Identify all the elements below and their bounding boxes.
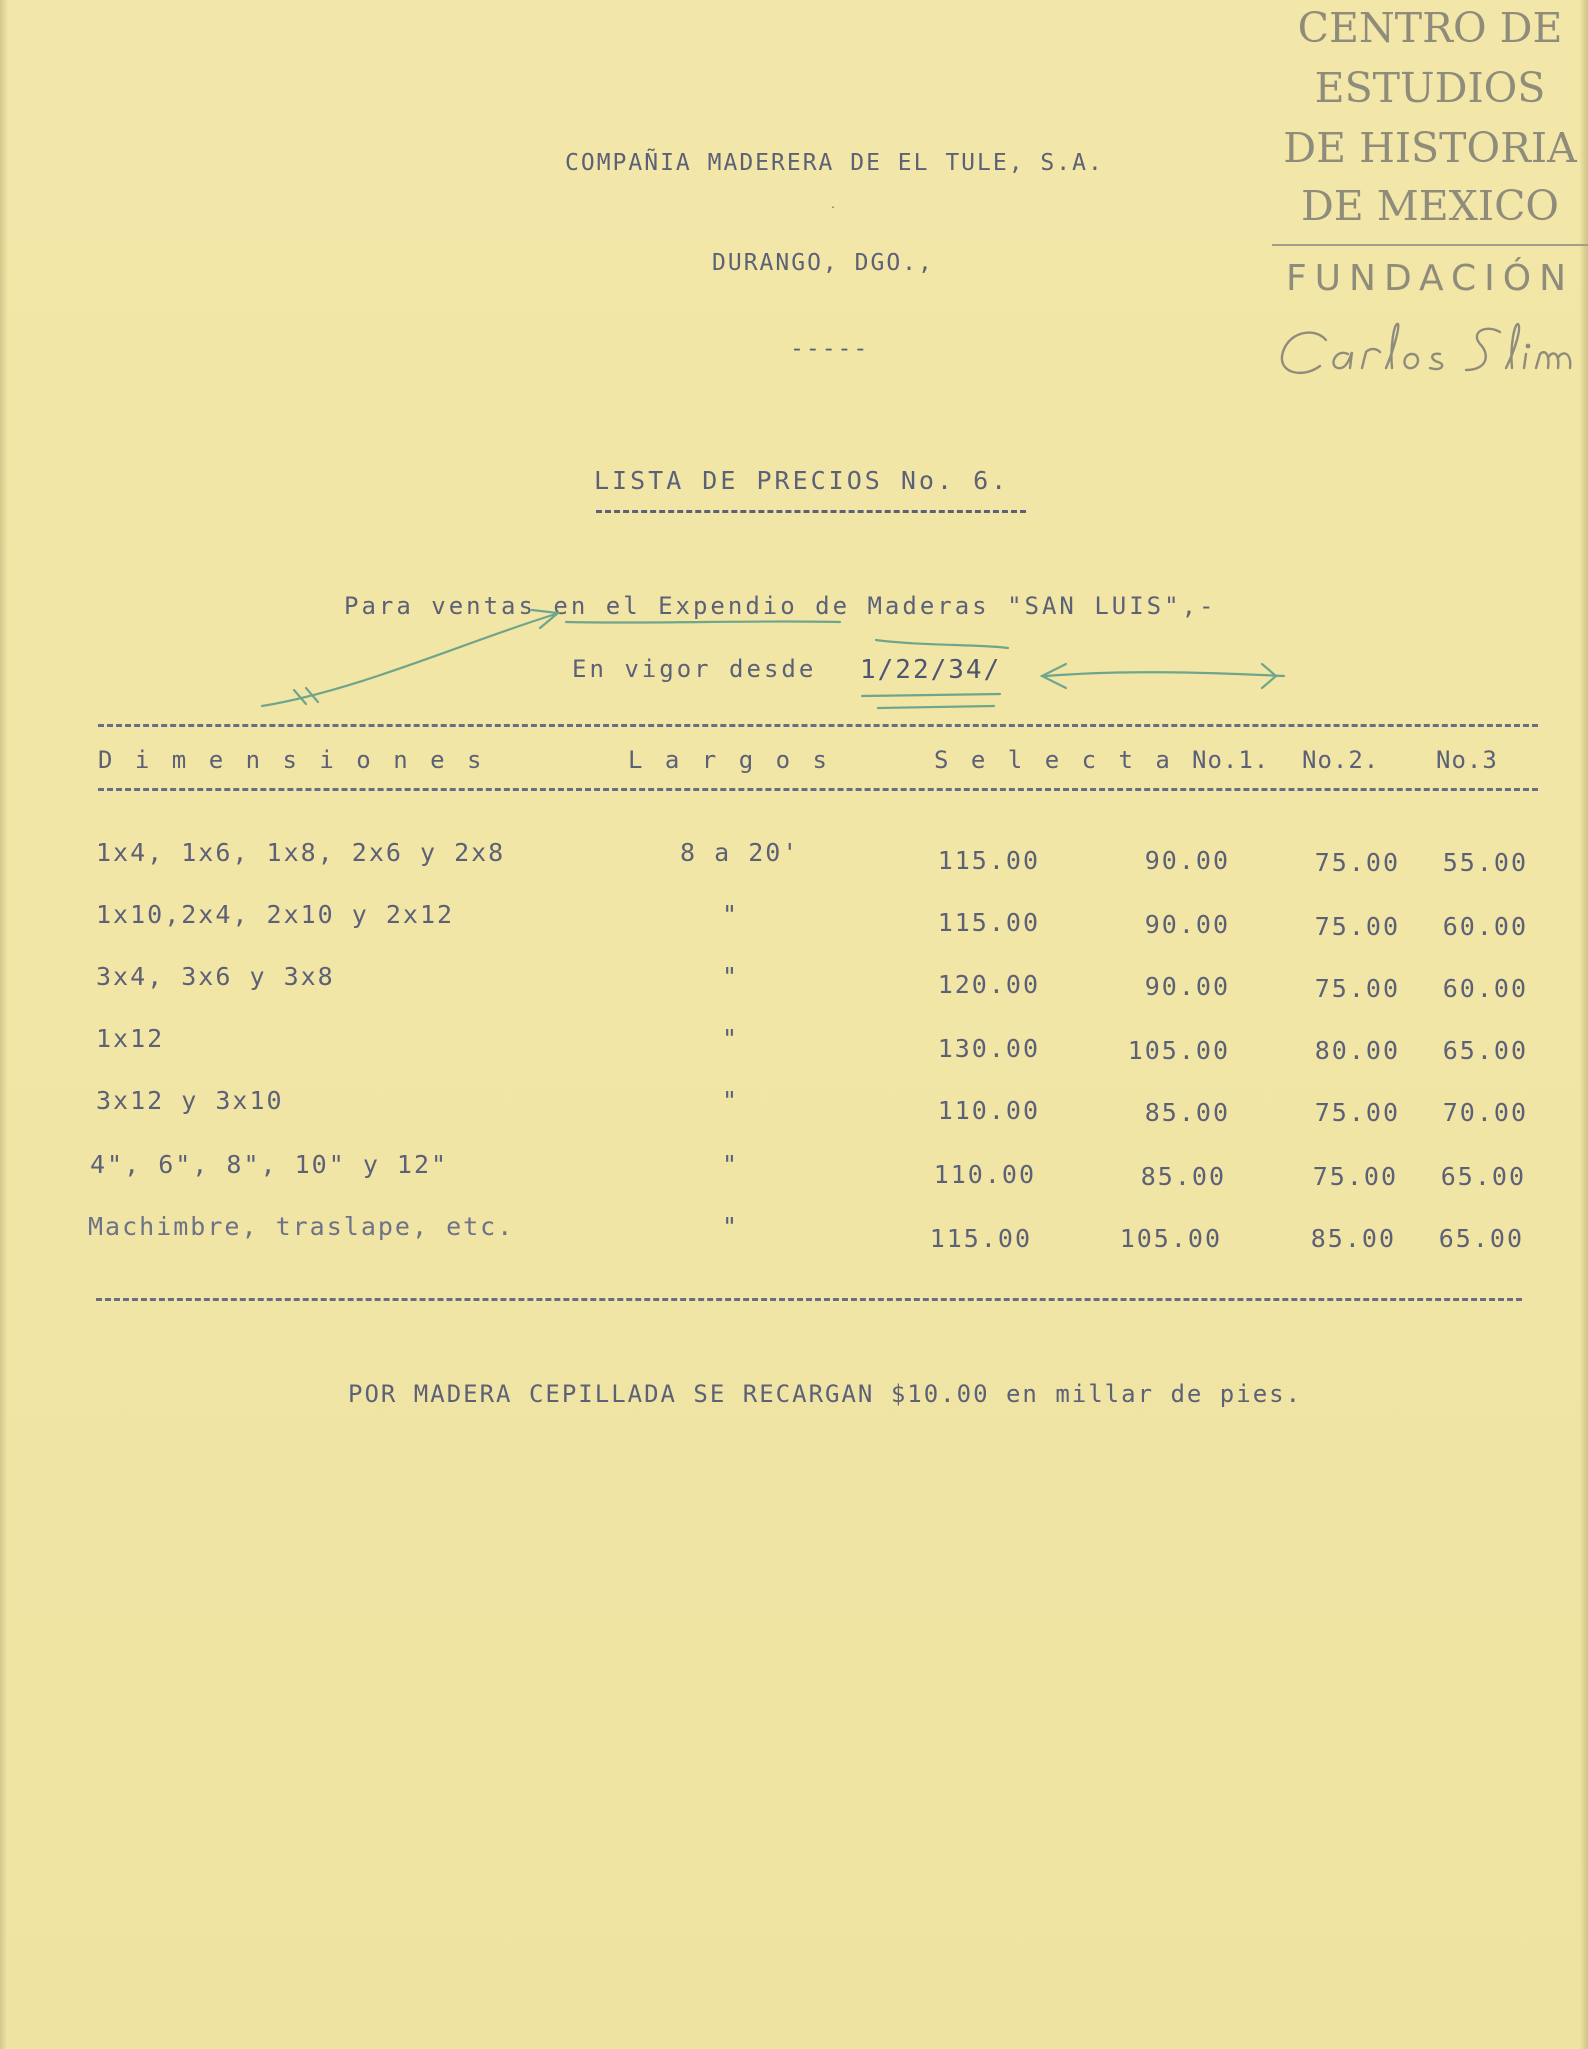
- stamp-line-2: ESTUDIOS: [1314, 64, 1546, 112]
- header-largos: L a r g o s: [628, 746, 831, 774]
- cell-dimension: Machimbre, traslape, etc.: [88, 1212, 515, 1241]
- cell-no2: 85.00: [1310, 1224, 1396, 1253]
- subtitle-line-2-prefix: En vigor desde: [572, 655, 834, 683]
- cell-largo: ": [722, 1086, 740, 1115]
- cell-no2: 75.00: [1314, 974, 1400, 1003]
- company-name: COMPAÑIA MADERERA DE EL TULE, S.A.: [565, 150, 1104, 176]
- cell-selecta: 130.00: [937, 1034, 1040, 1063]
- cell-no1: 105.00: [1127, 1036, 1230, 1065]
- stamp-line-3: DE HISTORIA: [1283, 124, 1577, 172]
- effective-date: 1/22/34/: [860, 655, 1002, 685]
- city-line: DURANGO, DGO.,: [712, 250, 934, 276]
- table-bottom-rule: [96, 1298, 1522, 1301]
- cell-dimension: 1x4, 1x6, 1x8, 2x6 y 2x8: [96, 838, 506, 867]
- cell-largo: ": [722, 1212, 740, 1241]
- cell-no1: 85.00: [1144, 1098, 1230, 1127]
- cell-no3: 60.00: [1442, 912, 1528, 941]
- cell-dimension: 3x4, 3x6 y 3x8: [96, 962, 335, 991]
- subtitle-line-1: Para ventas en el Expendio de Maderas "SAN LUIS",-: [344, 592, 1217, 620]
- cell-dimension: 1x12: [96, 1024, 165, 1053]
- cell-largo: ": [722, 1024, 740, 1053]
- cell-no3: 65.00: [1438, 1224, 1524, 1253]
- cell-largo: 8 a 20': [680, 838, 800, 867]
- cell-selecta: 110.00: [937, 1096, 1040, 1125]
- cell-selecta: 120.00: [937, 970, 1040, 999]
- header-dimensiones: D i m e n s i o n e s: [98, 746, 486, 774]
- cell-no3: 65.00: [1442, 1036, 1528, 1065]
- header-dot: .: [830, 200, 839, 211]
- header-selecta: S e l e c t a: [934, 746, 1174, 774]
- cell-no2: 75.00: [1312, 1162, 1398, 1191]
- cell-no3: 65.00: [1440, 1162, 1526, 1191]
- cell-no1: 90.00: [1144, 846, 1230, 875]
- archive-stamp: [1272, 0, 1588, 390]
- cell-selecta: 110.00: [933, 1160, 1036, 1189]
- cell-no2: 75.00: [1314, 848, 1400, 877]
- stamp-foundation: FUNDACIÓN: [1285, 258, 1575, 299]
- table-header-rule: [98, 788, 1538, 791]
- cell-no2: 80.00: [1314, 1036, 1400, 1065]
- cell-no1: 105.00: [1119, 1224, 1222, 1253]
- cell-no3: 70.00: [1442, 1098, 1528, 1127]
- paper-left-edge: [0, 0, 8, 2049]
- cell-largo: ": [722, 900, 740, 929]
- stamp-line-4: DE MEXICO: [1300, 182, 1560, 230]
- cell-largo: ": [722, 1150, 740, 1179]
- footer-note: POR MADERA CEPILLADA SE RECARGAN $10.00 en millar de pies.: [348, 1380, 1303, 1408]
- page-title: LISTA DE PRECIOS No. 6.: [594, 466, 1010, 495]
- header-no2: No.2.: [1302, 746, 1380, 774]
- cell-no1: 85.00: [1140, 1162, 1226, 1191]
- cell-dimension: 1x10,2x4, 2x10 y 2x12: [96, 900, 455, 929]
- cell-no2: 75.00: [1314, 912, 1400, 941]
- header-no3: No.3: [1436, 746, 1498, 774]
- cell-selecta: 115.00: [937, 846, 1040, 875]
- cell-dimension: 3x12 y 3x10: [96, 1086, 284, 1115]
- header-separator: -----: [790, 336, 870, 362]
- cell-selecta: 115.00: [937, 908, 1040, 937]
- cell-no3: 55.00: [1442, 848, 1528, 877]
- cell-no3: 60.00: [1442, 974, 1528, 1003]
- table-top-rule: [98, 724, 1538, 727]
- title-underline: [596, 510, 1026, 513]
- stamp-line-1: CENTRO DE: [1297, 4, 1563, 52]
- signature-logo: [1274, 318, 1586, 388]
- cell-no1: 90.00: [1144, 972, 1230, 1001]
- cell-selecta: 115.00: [929, 1224, 1032, 1253]
- cell-dimension: 4", 6", 8", 10" y 12": [90, 1150, 449, 1179]
- cell-no1: 90.00: [1144, 910, 1230, 939]
- cell-no2: 75.00: [1314, 1098, 1400, 1127]
- header-no1: No.1.: [1192, 746, 1270, 774]
- stamp-rule: [1272, 244, 1588, 246]
- cell-largo: ": [722, 962, 740, 991]
